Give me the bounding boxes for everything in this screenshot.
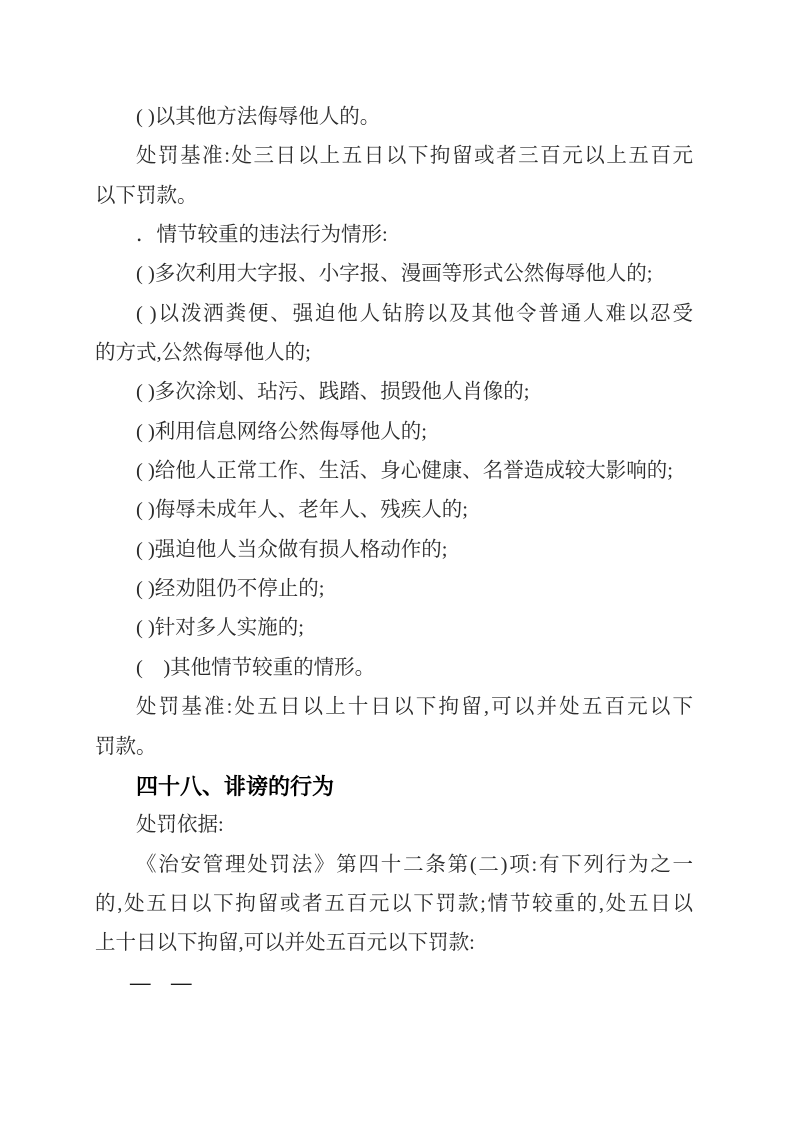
text-line: 处罚基准:处五日以上十日以下拘留,可以并处五百元以下 [136, 696, 693, 719]
section-heading: 四十八、诽谤的行为 [136, 773, 335, 799]
text-line: 处罚基准:处三日以上五日以下拘留或者三百元以上五百元 [136, 145, 693, 168]
text-line: ( )多次利用大字报、小字报、漫画等形式公然侮辱他人的; [136, 263, 653, 286]
text-line: 《治安管理处罚法》第四十二条第(二)项:有下列行为之一 [136, 853, 693, 876]
document-text [95, 98, 693, 1003]
text-line: ( )经劝阻仍不停止的; [136, 578, 325, 601]
text-line: 上十日以下拘留,可以并处五百元以下罚款: [95, 932, 475, 955]
text-line: ( )多次涂划、玷污、践踏、损毁他人肖像的; [136, 381, 530, 404]
text-line: ( )侮辱未成年人、老年人、残疾人的; [136, 499, 468, 522]
text-line: 以下罚款。 [95, 184, 198, 207]
text-line: ( )以其他方法侮辱他人的。 [136, 106, 381, 128]
text-line: ( )利用信息网络公然侮辱他人的; [136, 420, 427, 443]
text-line: ( )针对多人实施的; [136, 617, 304, 640]
text-line: 的,处五日以下拘留或者五百元以下罚款;情节较重的,处五日以 [95, 892, 693, 915]
text-line: ( )其他情节较重的情形。 [136, 656, 376, 679]
text-line: 处罚依据: [136, 814, 224, 837]
text-line: 罚款。 [95, 735, 157, 758]
trailing-dashes: — — [130, 971, 192, 994]
text-line: ．情节较重的违法行为情形: [136, 224, 388, 247]
text-line: ( )以泼洒粪便、强迫他人钻胯以及其他令普通人难以忍受 [136, 302, 693, 325]
text-line: ( )给他人正常工作、生活、身心健康、名誉造成较大影响的; [136, 460, 673, 483]
text-line: ( )强迫他人当众做有损人格动作的; [136, 538, 448, 561]
text-line: 的方式,公然侮辱他人的; [95, 342, 311, 365]
